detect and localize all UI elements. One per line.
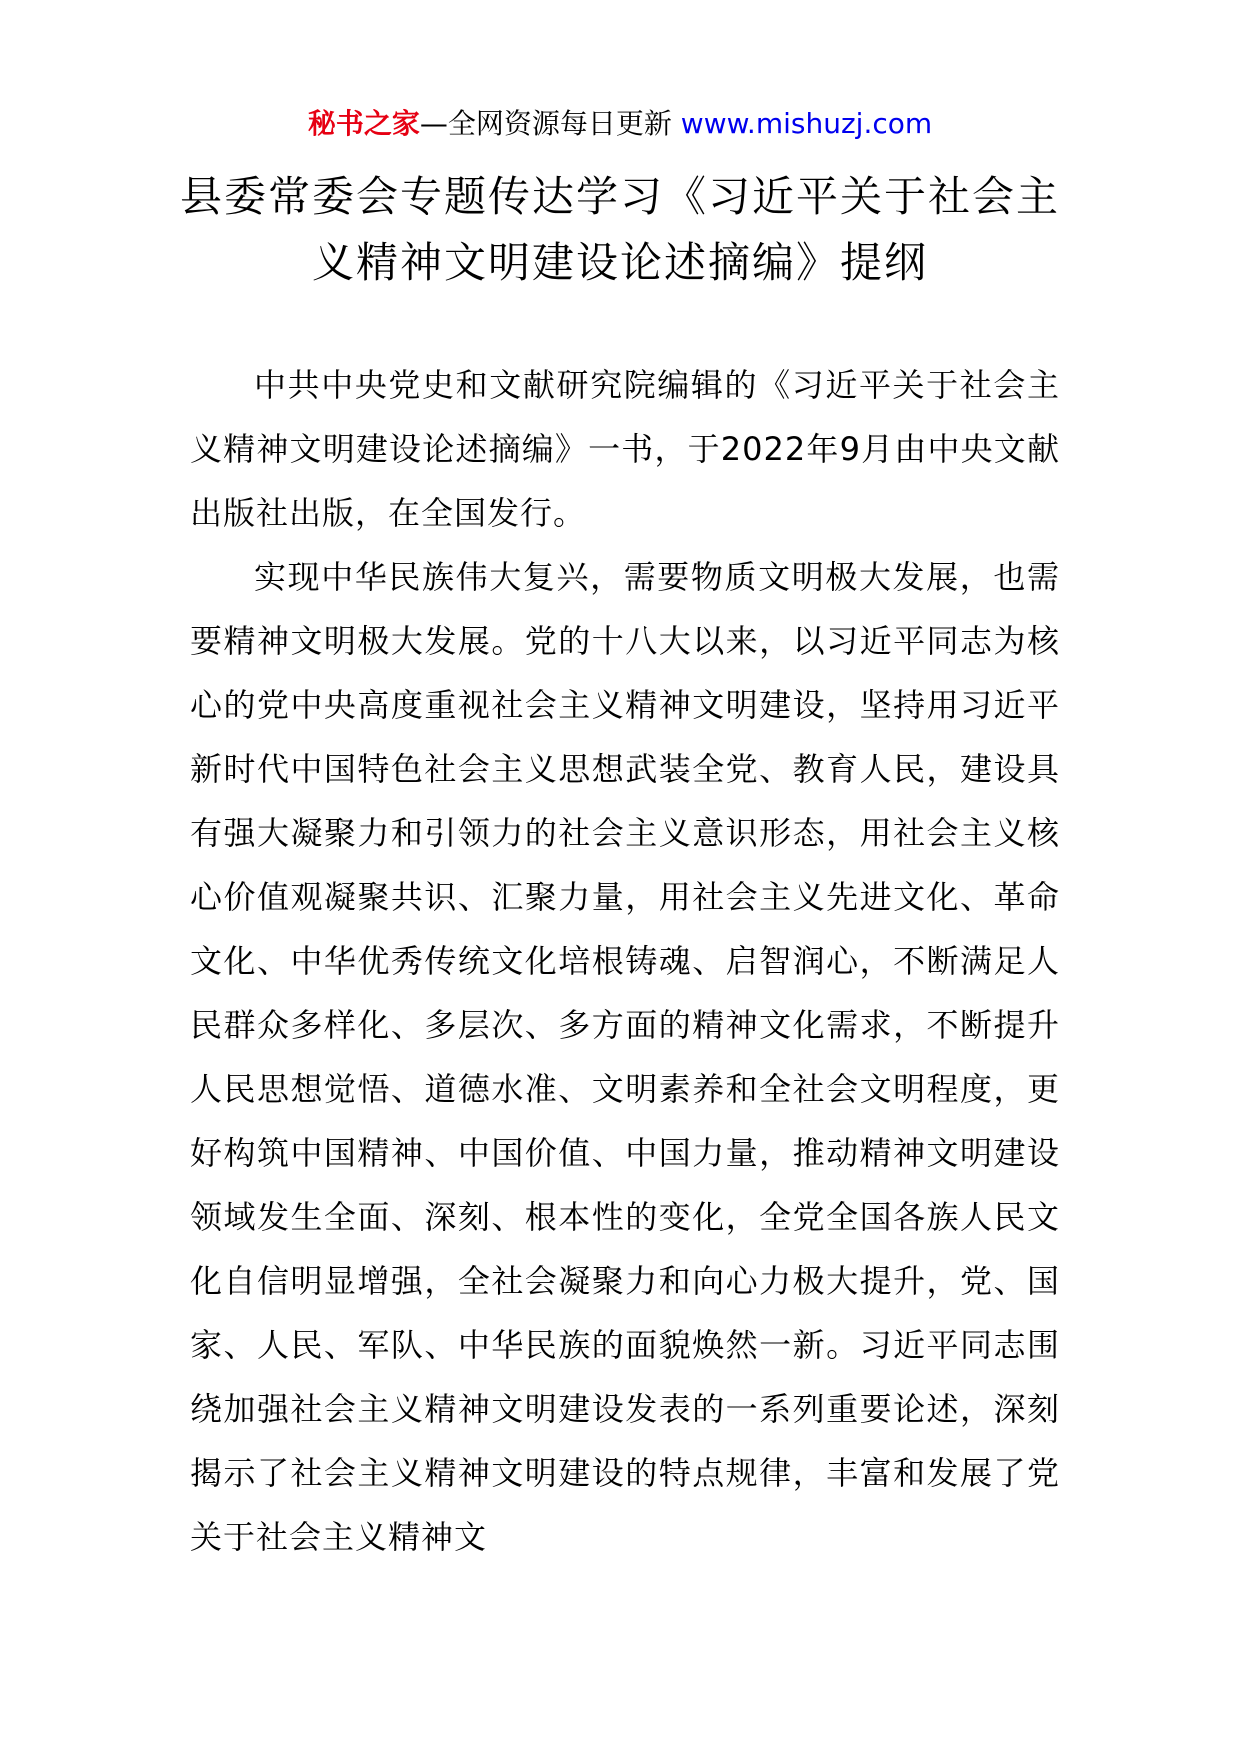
brand-tagline: —全网资源每日更新 xyxy=(419,107,672,140)
document-title: 县委常委会专题传达学习《习近平关于社会主义精神文明建设论述摘编》提纲 xyxy=(180,172,1061,287)
watermark-header xyxy=(0,104,1240,144)
document-body xyxy=(190,353,1060,1569)
paragraph: 实现中华民族伟大复兴，需要物质文明极大发展，也需要精神文明极大发展。党的十八大以来，以习近平同志为核心的党中央高度重视社会主义精神文明建设，坚持用习近平新时代中国特色社会主义思想武装全党、教育人民，建设具有强大凝聚力和引领力的社会主义意识形态，用社会主义核心价值观凝聚共识、汇聚力量，用社会主义先进文化、革命文化、中华优秀传统文化培根铸魂、启智润心，不断满足人民群众多样化、多层次、多方面的精神文化需求，不断提升人民思想觉悟、道德水准、文明素养和全社会文明程度，更好构筑中国精神、中国价值、中国力量，推动精神文明建设领域发生全面、深刻、根本性的变化，全党全国各族人民文化自信明显增强，全社会凝聚力和向心力极大提升，党、国家、人民、军队、中华民族的面貌焕然一新。习近平同志围绕加强社会主义精神文明建设发表的一系列重要论述，深刻揭示了社会主义精神文明建设的特点规律，丰富和发展了党关于社会主义精神文 xyxy=(190,558,1060,1556)
brand-url[interactable]: www.mishuzj.com xyxy=(680,107,933,140)
brand-name: 秘书之家 xyxy=(307,107,420,140)
paragraph: 中共中央党史和文献研究院编辑的《习近平关于社会主义精神文明建设论述摘编》一书，于2022年9月由中央文献出版社出版，在全国发行。 xyxy=(190,366,1060,532)
